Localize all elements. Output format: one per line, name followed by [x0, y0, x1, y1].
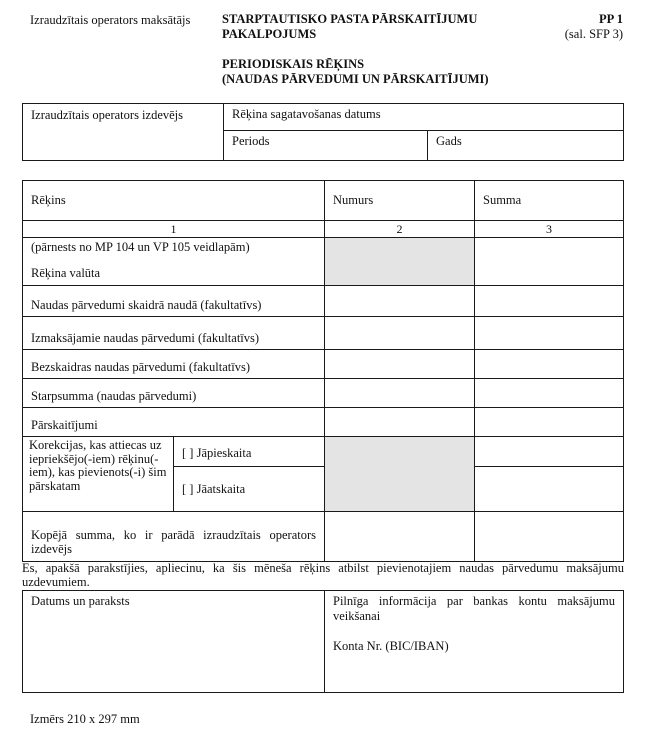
row-total-due: [23, 512, 623, 561]
transfers-summa-cell[interactable]: [475, 408, 623, 436]
transfer-summa-cell[interactable]: [475, 238, 623, 285]
row-transfer-currency: [23, 238, 623, 286]
year-field[interactable]: [428, 131, 623, 160]
row-cash-orders: [23, 286, 623, 317]
transfers-label: Pārskaitījumi: [23, 408, 325, 436]
form-subtitle-line1: PERIODISKAIS RĒĶINS: [222, 57, 365, 71]
corrections-subtract-checkbox[interactable]: [ ] Jāatskaita: [182, 481, 246, 496]
row-subtotal: [23, 379, 623, 408]
payer-operator-label: Izraudzītais operators maksātājs: [30, 13, 191, 27]
signature-bank-box: [22, 590, 624, 693]
transfer-note-label: (pārnests no MP 104 un VP 105 veidlapām): [31, 240, 250, 254]
row-payable-orders: [23, 317, 623, 350]
total-due-label: Kopējā summa, ko ir parādā izraudzītais operators izdevējs: [31, 528, 316, 556]
header-rekins: Rēķins: [23, 181, 325, 220]
period-year-row: [224, 131, 623, 160]
period-label: Periods: [232, 134, 270, 148]
subtotal-numurs-cell[interactable]: [325, 379, 475, 407]
invoice-date-field[interactable]: [224, 104, 623, 131]
corrections-subtract-summa-cell[interactable]: [475, 467, 623, 511]
table-header-row: [23, 181, 623, 221]
invoice-currency-label: Rēķina valūta: [31, 266, 101, 280]
form-reference: (sal. SFP 3): [564, 27, 623, 41]
form-subtitle: [222, 57, 562, 87]
date-signature-label: Datums un paraksts: [31, 594, 130, 608]
date-section: [224, 104, 623, 160]
corrections-add-checkbox[interactable]: [ ] Jāpieskaita: [174, 437, 324, 467]
colnum-1: 1: [23, 221, 325, 237]
certification-statement: Es, apakšā parakstījies, apliecinu, ka šis mēneša rēķins atbilst pievienotajiem naudas pārvedumu maksājumu uzdevumiem.: [22, 561, 624, 589]
payable-orders-numurs-cell[interactable]: [325, 317, 475, 349]
issuer-info-box: [22, 103, 624, 161]
bank-info-field[interactable]: [325, 591, 623, 692]
corrections-options: [174, 437, 325, 511]
payable-orders-summa-cell[interactable]: [475, 317, 623, 349]
subtotal-summa-cell[interactable]: [475, 379, 623, 407]
paper-size-note: Izmērs 210 x 297 mm: [30, 712, 140, 726]
total-due-label-cell: [23, 512, 325, 561]
corrections-numurs-cell-shaded: [325, 437, 475, 511]
issuer-label: Izraudzītais operators izdevējs: [31, 108, 184, 122]
form-title-line1: STARPTAUTISKO PASTA PĀRSKAITĪJUMU: [222, 12, 478, 26]
total-due-summa-cell[interactable]: [475, 512, 623, 561]
date-signature-field[interactable]: [23, 591, 325, 692]
cash-orders-label: Naudas pārvedumi skaidrā naudā (fakultatīvs): [23, 286, 325, 316]
account-number-label: Konta Nr. (BIC/IBAN): [333, 639, 449, 653]
transfers-numurs-cell[interactable]: [325, 408, 475, 436]
corrections-summa-cells: [475, 437, 623, 511]
transfer-currency-label-cell: [23, 238, 325, 285]
row-corrections: [23, 437, 623, 512]
cashless-orders-label: Bezskaidras naudas pārvedumi (fakultatīvs): [23, 350, 325, 378]
total-due-numurs-cell[interactable]: [325, 512, 475, 561]
bank-info-label: Pilnīga informācija par bankas kontu maksājumu veikšanai: [333, 594, 615, 623]
form-subtitle-line2: (NAUDAS PĀRVEDUMI UN PĀRSKAITĪJUMI): [222, 72, 489, 86]
cashless-orders-numurs-cell[interactable]: [325, 350, 475, 378]
row-cashless-orders: [23, 350, 623, 379]
corrections-label: Korekcijas, kas attiecas uz iepriekšējo(-iem) rēķinu(-iem), kas pievienots(-i) šim pārskatam: [23, 437, 174, 511]
cashless-orders-summa-cell[interactable]: [475, 350, 623, 378]
column-number-row: [23, 221, 623, 238]
subtotal-label: Starpsumma (naudas pārvedumi): [23, 379, 325, 407]
colnum-3: 3: [546, 221, 552, 236]
cash-orders-summa-cell[interactable]: [475, 286, 623, 316]
form-title-line2: PAKALPOJUMS: [222, 27, 317, 41]
row-transfers: [23, 408, 623, 437]
header-numurs: Numurs: [325, 181, 475, 220]
invoice-table: [22, 180, 624, 562]
transfer-numurs-cell-shaded: [325, 238, 475, 285]
form-code-block: [565, 12, 623, 42]
form-code: PP 1: [599, 12, 623, 26]
period-field[interactable]: [224, 131, 428, 160]
payable-orders-label: Izmaksājamie naudas pārvedumi (fakultatīvs): [23, 317, 325, 349]
colnum-2: 2: [325, 221, 475, 237]
cash-orders-numurs-cell[interactable]: [325, 286, 475, 316]
issuer-field[interactable]: [23, 104, 224, 160]
year-label: Gads: [436, 134, 462, 148]
corrections-add-summa-cell[interactable]: [475, 437, 623, 467]
form-title: [222, 12, 542, 42]
invoice-date-label: Rēķina sagatavošanas datums: [232, 107, 381, 121]
header-summa: Summa: [483, 193, 522, 207]
